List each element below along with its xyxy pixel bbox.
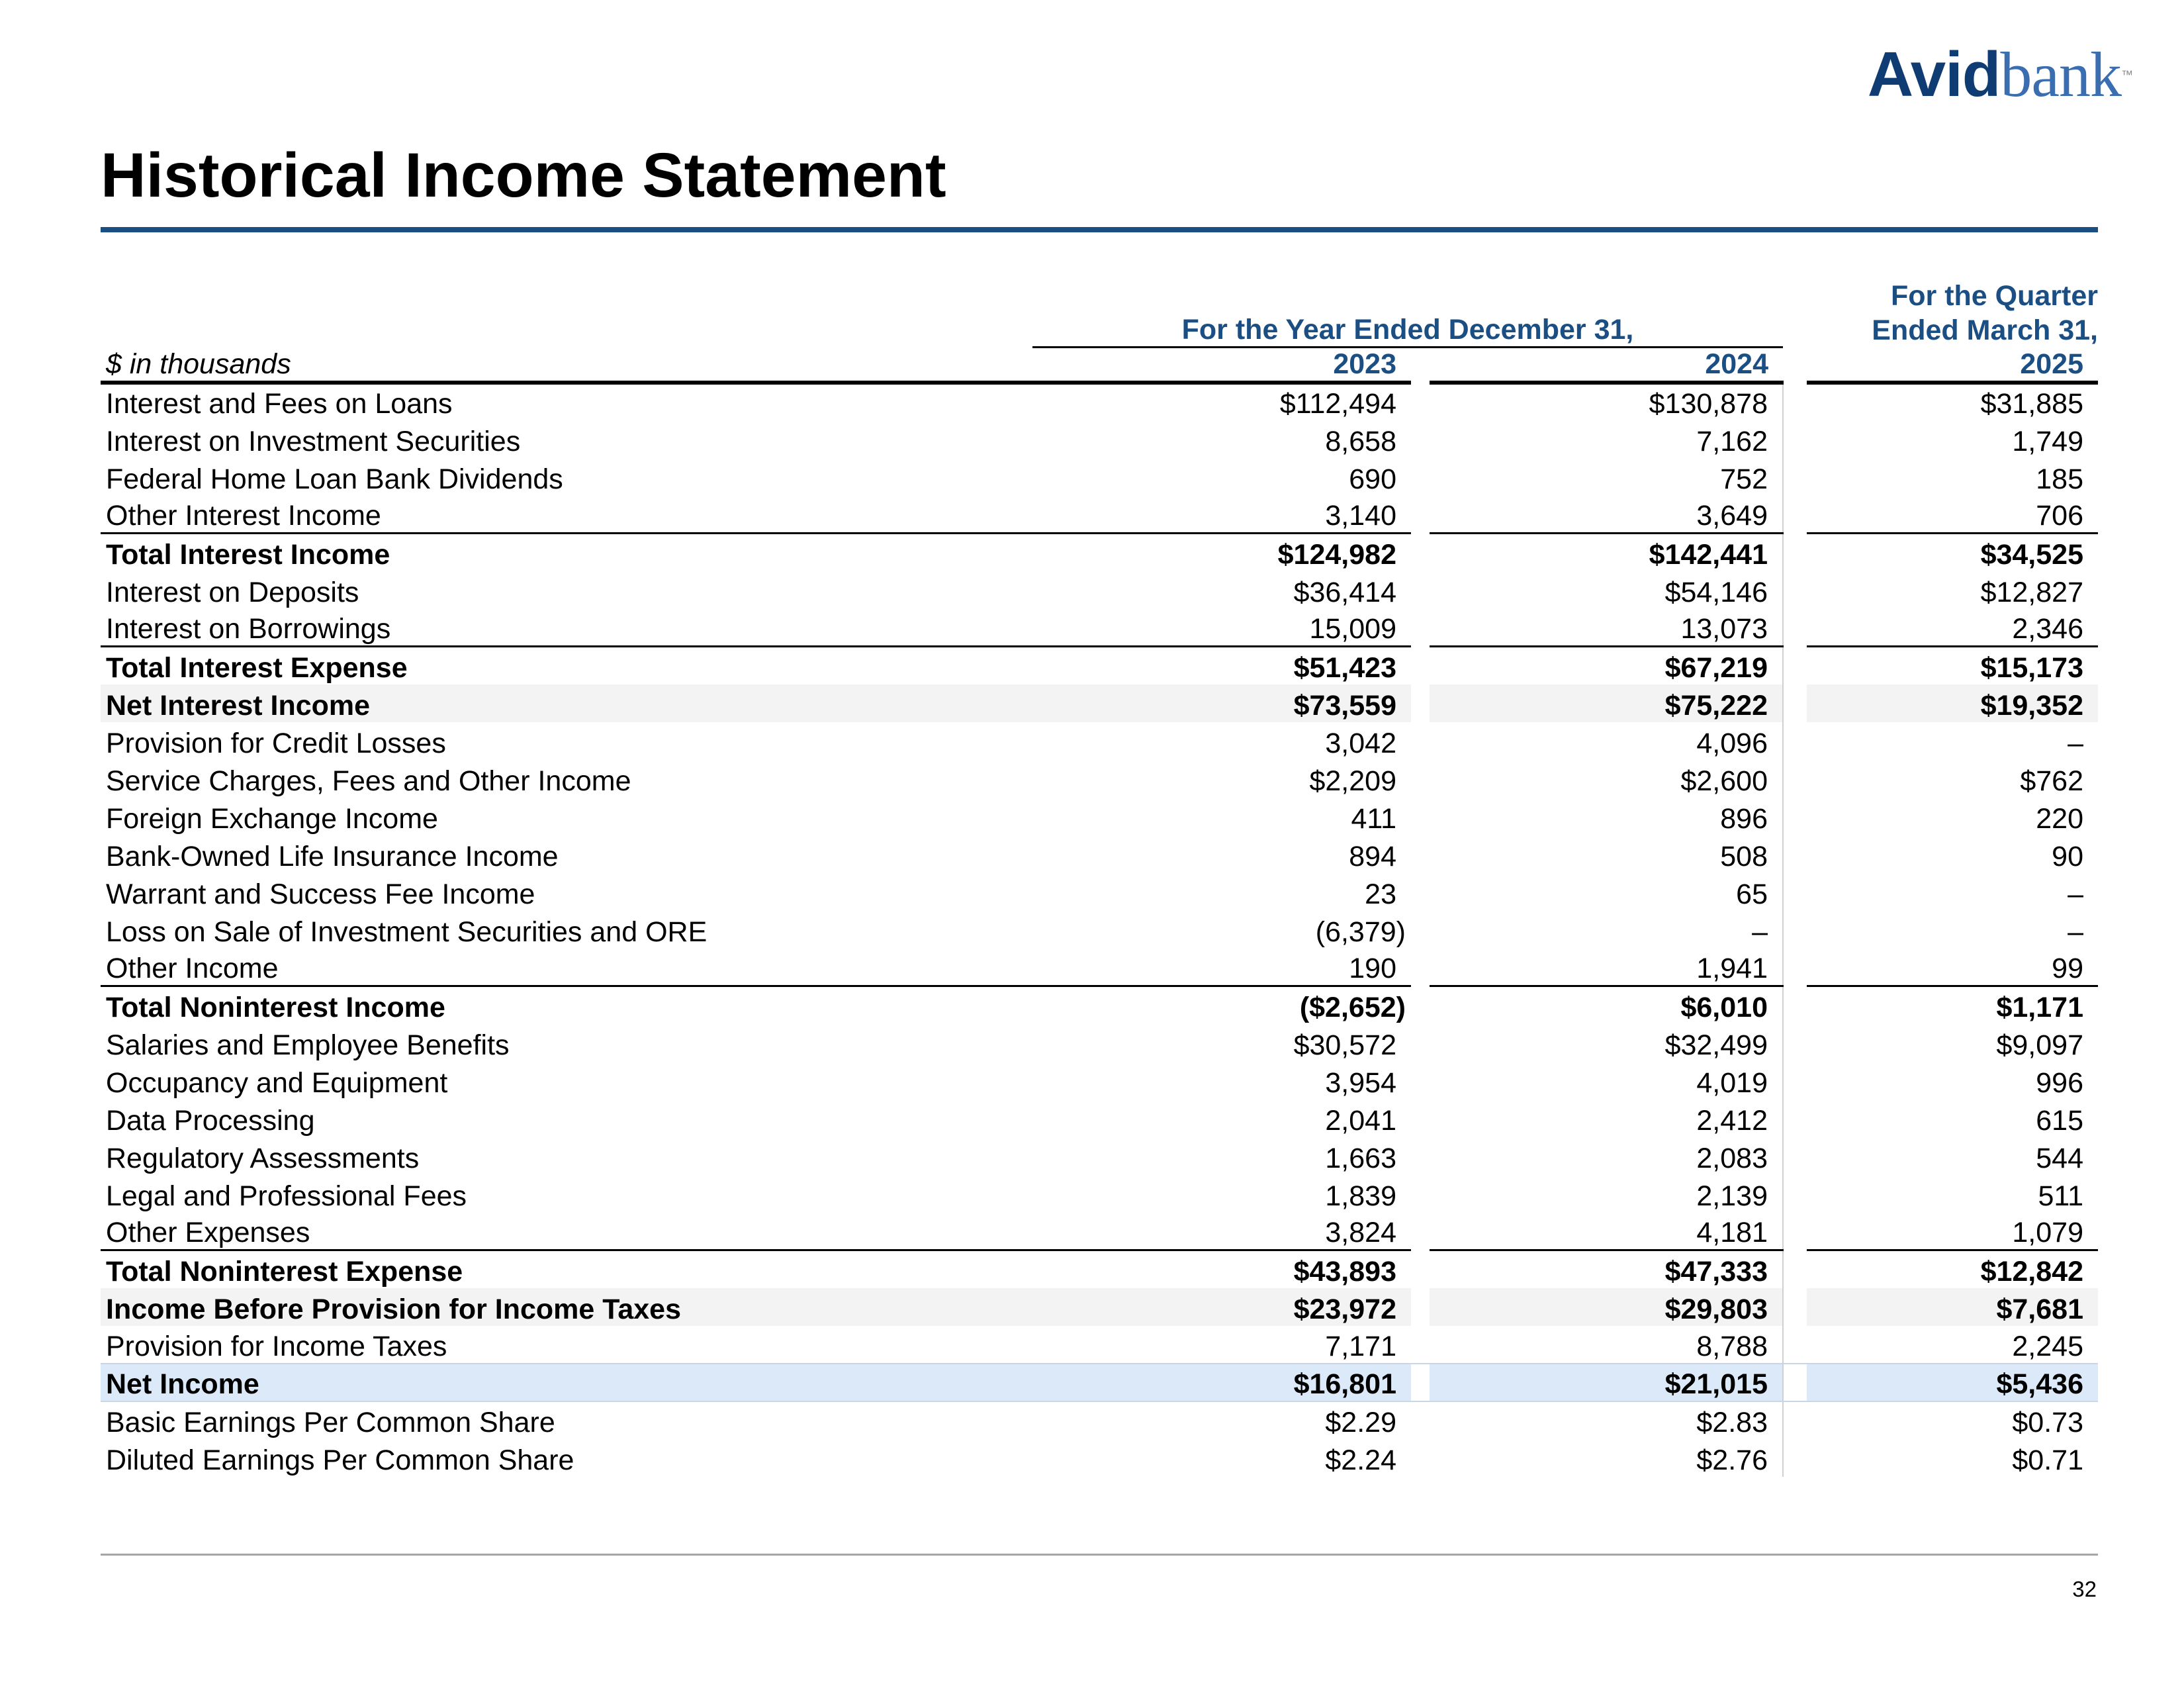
value-2023: 1,839 xyxy=(1325,1180,1396,1212)
row-label: Other Income xyxy=(106,953,279,984)
column-spacer xyxy=(1783,1100,1807,1137)
value-2023: $36,414 xyxy=(1293,576,1396,608)
table-row xyxy=(101,949,2098,986)
value-2024: 4,019 xyxy=(1696,1066,1768,1099)
value-2024: $130,878 xyxy=(1649,387,1768,420)
column-spacer xyxy=(1783,798,1807,835)
page-number: 32 xyxy=(2072,1577,2097,1601)
column-spacer xyxy=(1411,798,1430,835)
value-q1-2025: 706 xyxy=(2036,500,2083,532)
table-row xyxy=(101,1024,2098,1062)
value-2024: 752 xyxy=(1720,463,1768,495)
value-q1-2025: $12,842 xyxy=(1807,1250,2098,1288)
value-2024: 1,941 xyxy=(1696,953,1768,984)
column-header-2025: 2025 xyxy=(1807,347,2098,383)
value-2024: $54,146 xyxy=(1664,576,1768,608)
column-spacer xyxy=(1411,722,1430,760)
row-label: Interest on Deposits xyxy=(106,576,359,608)
column-spacer xyxy=(1783,383,1807,420)
value-2024: 2,412 xyxy=(1696,1104,1768,1137)
value-2024: $47,333 xyxy=(1430,1250,1783,1288)
units-label: $ in thousands xyxy=(101,347,1032,383)
row-label: Net Interest Income xyxy=(101,684,1032,722)
column-spacer xyxy=(1411,1062,1430,1100)
value-2024: 8,788 xyxy=(1696,1330,1768,1362)
table-row xyxy=(101,534,2098,571)
column-spacer xyxy=(1783,1137,1807,1175)
column-spacer xyxy=(1783,684,1807,722)
value-2024: 896 xyxy=(1720,802,1768,835)
value-2024: $6,010 xyxy=(1430,986,1783,1024)
table-row xyxy=(101,1288,2098,1326)
column-spacer xyxy=(1411,1250,1430,1288)
column-spacer xyxy=(1783,1364,1807,1401)
value-2024: $2.83 xyxy=(1696,1406,1768,1438)
column-spacer xyxy=(1783,1024,1807,1062)
row-label: Basic Earnings Per Common Share xyxy=(106,1406,555,1438)
table-row xyxy=(101,722,2098,760)
value-2023: (6,379) xyxy=(1315,915,1406,948)
table-row xyxy=(101,873,2098,911)
row-label: Total Noninterest Expense xyxy=(101,1250,1032,1288)
value-q1-2025: – xyxy=(2068,915,2083,948)
column-spacer xyxy=(1783,647,1807,684)
column-spacer xyxy=(1783,760,1807,798)
value-q1-2025: $5,436 xyxy=(1807,1364,2098,1401)
row-label: Provision for Income Taxes xyxy=(106,1330,447,1362)
row-label: Interest and Fees on Loans xyxy=(106,387,453,420)
row-label: Total Interest Income xyxy=(101,534,1032,571)
value-2024: $142,441 xyxy=(1430,534,1783,571)
value-2024: – xyxy=(1752,915,1768,948)
column-spacer xyxy=(1411,383,1430,420)
title-divider xyxy=(101,227,2098,232)
value-2024: $32,499 xyxy=(1664,1029,1768,1061)
column-spacer xyxy=(1783,986,1807,1024)
row-label: Net Income xyxy=(101,1364,1032,1401)
column-header-2024: 2024 xyxy=(1430,347,1783,383)
value-2023: 2,041 xyxy=(1325,1104,1396,1137)
table-row xyxy=(101,496,2098,534)
table-row xyxy=(101,1137,2098,1175)
table-row xyxy=(101,1326,2098,1364)
column-spacer xyxy=(1783,949,1807,986)
column-spacer xyxy=(1783,420,1807,458)
column-spacer xyxy=(1411,1024,1430,1062)
row-label: Legal and Professional Fees xyxy=(106,1180,467,1212)
row-label: Federal Home Loan Bank Dividends xyxy=(106,463,563,495)
value-q1-2025: – xyxy=(2068,878,2083,910)
value-2024: $29,803 xyxy=(1430,1288,1783,1326)
row-label: Interest on Borrowings xyxy=(106,613,391,645)
column-spacer xyxy=(1411,1401,1430,1439)
column-spacer xyxy=(1411,684,1430,722)
column-spacer xyxy=(1411,571,1430,609)
value-q1-2025: 996 xyxy=(2036,1066,2083,1099)
column-spacer xyxy=(1411,949,1430,986)
row-label: Foreign Exchange Income xyxy=(106,802,438,835)
column-spacer xyxy=(1411,534,1430,571)
table-row xyxy=(101,1250,2098,1288)
value-q1-2025: 90 xyxy=(2052,840,2083,872)
table-row xyxy=(101,458,2098,496)
column-spacer xyxy=(1411,1439,1430,1477)
row-label: Warrant and Success Fee Income xyxy=(106,878,535,910)
value-2023: 3,824 xyxy=(1325,1217,1396,1248)
table-row xyxy=(101,760,2098,798)
row-label: Occupancy and Equipment xyxy=(106,1066,448,1099)
column-spacer xyxy=(1783,835,1807,873)
value-2024: 3,649 xyxy=(1696,500,1768,532)
value-2024: $21,015 xyxy=(1430,1364,1783,1401)
value-q1-2025: 544 xyxy=(2036,1142,2083,1174)
header-row-3 xyxy=(101,347,2098,383)
row-label: Income Before Provision for Income Taxes xyxy=(101,1288,1032,1326)
value-2024: 2,139 xyxy=(1696,1180,1768,1212)
row-label: Other Interest Income xyxy=(106,500,381,532)
row-label: Data Processing xyxy=(106,1104,315,1137)
column-spacer xyxy=(1783,571,1807,609)
value-2023: $43,893 xyxy=(1032,1250,1411,1288)
value-2023: 1,663 xyxy=(1325,1142,1396,1174)
value-2024: $67,219 xyxy=(1430,647,1783,684)
value-2023: 190 xyxy=(1349,953,1396,984)
value-2023: 3,140 xyxy=(1325,500,1396,532)
column-spacer xyxy=(1783,496,1807,534)
table-row xyxy=(101,1364,2098,1401)
value-2023: 411 xyxy=(1351,802,1396,835)
value-q1-2025: $7,681 xyxy=(1807,1288,2098,1326)
row-label: Interest on Investment Securities xyxy=(106,425,521,457)
value-q1-2025: – xyxy=(2068,727,2083,759)
row-label: Total Noninterest Income xyxy=(101,986,1032,1024)
column-spacer xyxy=(1783,458,1807,496)
value-2023: ($2,652) xyxy=(1032,986,1411,1024)
value-2023: $2,209 xyxy=(1309,765,1396,797)
quarter-header-line-2: Ended March 31, xyxy=(1872,314,2098,346)
value-2023: 15,009 xyxy=(1309,613,1396,645)
table-row xyxy=(101,420,2098,458)
table-row xyxy=(101,798,2098,835)
value-2024: 2,083 xyxy=(1696,1142,1768,1174)
column-spacer xyxy=(1411,496,1430,534)
column-spacer xyxy=(1783,722,1807,760)
row-label: Loss on Sale of Investment Securities and ORE xyxy=(106,915,707,948)
table-row xyxy=(101,835,2098,873)
table-row xyxy=(101,1439,2098,1477)
column-spacer xyxy=(1783,1175,1807,1213)
row-label: Regulatory Assessments xyxy=(106,1142,420,1174)
table-row xyxy=(101,986,2098,1024)
value-2024: $2.76 xyxy=(1696,1444,1768,1476)
column-spacer xyxy=(1783,873,1807,911)
value-2024: 13,073 xyxy=(1680,613,1768,645)
value-2023: $2.29 xyxy=(1325,1406,1396,1438)
column-spacer xyxy=(1411,458,1430,496)
logo-trademark: ™ xyxy=(2121,68,2132,81)
table-row xyxy=(101,1100,2098,1137)
footer-divider xyxy=(101,1554,2098,1556)
column-spacer xyxy=(1411,420,1430,458)
column-spacer xyxy=(1783,1401,1807,1439)
row-label: Service Charges, Fees and Other Income xyxy=(106,765,631,797)
value-2023: 23 xyxy=(1365,878,1396,910)
value-2023: 8,658 xyxy=(1325,425,1396,457)
value-2024: 4,096 xyxy=(1696,727,1768,759)
value-q1-2025: 511 xyxy=(2038,1180,2083,1212)
table-row xyxy=(101,647,2098,684)
value-2024: $75,222 xyxy=(1430,684,1783,722)
value-2024: 508 xyxy=(1720,840,1768,872)
value-2023: $23,972 xyxy=(1032,1288,1411,1326)
value-q1-2025: $762 xyxy=(2020,765,2083,797)
table-row xyxy=(101,609,2098,647)
column-spacer xyxy=(1783,1062,1807,1100)
value-q1-2025: 99 xyxy=(2052,953,2083,984)
column-spacer xyxy=(1411,835,1430,873)
column-spacer xyxy=(1783,1250,1807,1288)
value-q1-2025: $0.73 xyxy=(2012,1406,2083,1438)
value-q1-2025: $1,171 xyxy=(1807,986,2098,1024)
value-q1-2025: 1,079 xyxy=(2012,1217,2083,1248)
column-spacer xyxy=(1783,534,1807,571)
header-row-1 xyxy=(101,278,2098,312)
column-spacer xyxy=(1411,1175,1430,1213)
row-label: Provision for Credit Losses xyxy=(106,727,446,759)
column-spacer xyxy=(1411,760,1430,798)
page-title: Historical Income Statement xyxy=(101,140,946,211)
column-spacer xyxy=(1783,1288,1807,1326)
value-q1-2025: $9,097 xyxy=(1996,1029,2083,1061)
year-group-header: For the Year Ended December 31, xyxy=(1032,312,1783,347)
value-q1-2025: 2,346 xyxy=(2012,613,2083,645)
table-row xyxy=(101,684,2098,722)
table-row xyxy=(101,1062,2098,1100)
row-label: Salaries and Employee Benefits xyxy=(106,1029,510,1061)
row-label: Diluted Earnings Per Common Share xyxy=(106,1444,574,1476)
column-header-2023: 2023 xyxy=(1032,347,1411,383)
statement-body xyxy=(101,383,2098,1477)
table-row xyxy=(101,383,2098,420)
value-2023: 3,042 xyxy=(1325,727,1396,759)
value-q1-2025: 615 xyxy=(2036,1104,2083,1137)
value-q1-2025: $31,885 xyxy=(1980,387,2083,420)
table-row xyxy=(101,1213,2098,1250)
row-label: Other Expenses xyxy=(106,1217,310,1248)
value-2024: 7,162 xyxy=(1696,425,1768,457)
value-q1-2025: 185 xyxy=(2036,463,2083,495)
quarter-header-line-1: For the Quarter xyxy=(1891,280,2098,312)
value-2023: $30,572 xyxy=(1293,1029,1396,1061)
row-label: Bank-Owned Life Insurance Income xyxy=(106,840,559,872)
column-spacer xyxy=(1411,911,1430,949)
value-q1-2025: 220 xyxy=(2036,802,2083,835)
value-2023: $73,559 xyxy=(1032,684,1411,722)
column-spacer xyxy=(1783,609,1807,647)
value-2023: 7,171 xyxy=(1325,1330,1396,1362)
value-2023: $124,982 xyxy=(1032,534,1411,571)
column-spacer xyxy=(1783,1439,1807,1477)
column-spacer xyxy=(1411,1364,1430,1401)
value-2023: 3,954 xyxy=(1325,1066,1396,1099)
value-2023: 894 xyxy=(1349,840,1396,872)
table-row xyxy=(101,1401,2098,1439)
column-spacer xyxy=(1411,609,1430,647)
logo-bank-text: bank xyxy=(2000,39,2121,110)
value-q1-2025: 1,749 xyxy=(2012,425,2083,457)
column-spacer xyxy=(1411,1137,1430,1175)
column-spacer xyxy=(1411,1100,1430,1137)
value-q1-2025: 2,245 xyxy=(2012,1330,2083,1362)
header-row-2 xyxy=(101,312,2098,347)
value-2024: $2,600 xyxy=(1680,765,1768,797)
value-q1-2025: $19,352 xyxy=(1807,684,2098,722)
value-2023: $2.24 xyxy=(1325,1444,1396,1476)
column-spacer xyxy=(1411,873,1430,911)
table-row xyxy=(101,571,2098,609)
column-spacer xyxy=(1411,1288,1430,1326)
value-q1-2025: $0.71 xyxy=(2012,1444,2083,1476)
column-spacer xyxy=(1783,1326,1807,1364)
column-spacer xyxy=(1783,911,1807,949)
value-2023: $16,801 xyxy=(1032,1364,1411,1401)
row-label: Total Interest Expense xyxy=(101,647,1032,684)
logo-avid-text: Avid xyxy=(1867,39,2001,110)
column-spacer xyxy=(1411,986,1430,1024)
table-row xyxy=(101,1175,2098,1213)
column-spacer xyxy=(1411,1213,1430,1250)
value-q1-2025: $34,525 xyxy=(1807,534,2098,571)
value-2023: 690 xyxy=(1349,463,1396,495)
column-spacer xyxy=(1411,647,1430,684)
value-q1-2025: $15,173 xyxy=(1807,647,2098,684)
value-2024: 65 xyxy=(1736,878,1768,910)
income-statement-table xyxy=(101,278,2098,1477)
avidbank-logo xyxy=(1868,38,2132,111)
value-2024: 4,181 xyxy=(1696,1217,1768,1248)
value-2023: $51,423 xyxy=(1032,647,1411,684)
value-2023: $112,494 xyxy=(1279,387,1396,420)
column-spacer xyxy=(1411,1326,1430,1364)
column-spacer xyxy=(1783,1213,1807,1250)
value-q1-2025: $12,827 xyxy=(1980,576,2083,608)
table-row xyxy=(101,911,2098,949)
